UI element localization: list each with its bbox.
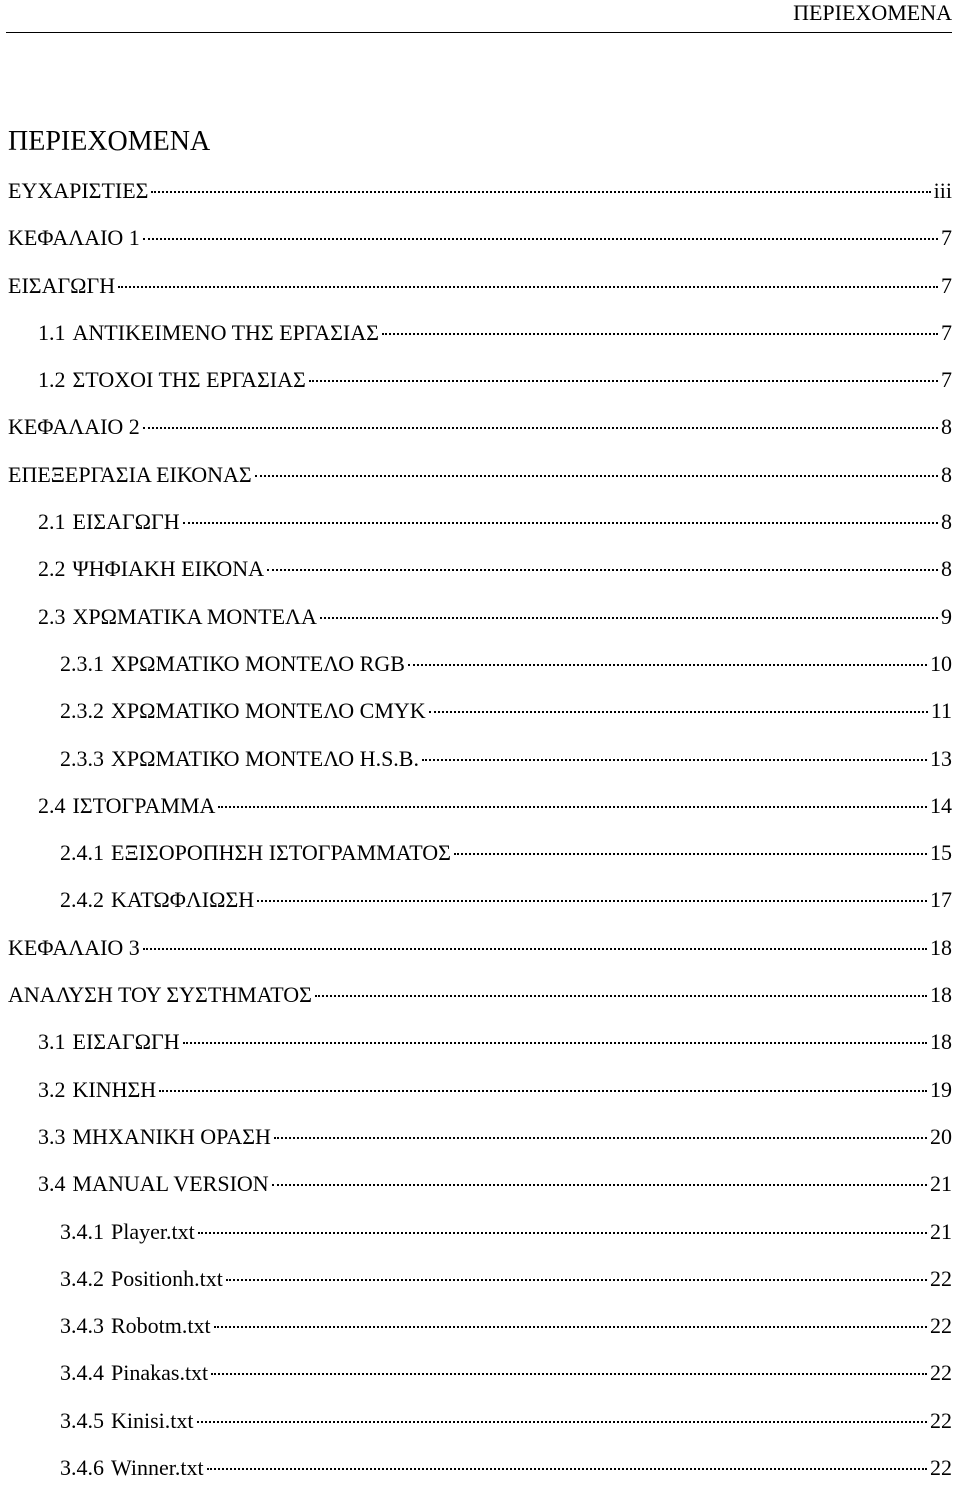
toc-entry[interactable]: [8, 1352, 952, 1399]
toc-entry-number: 3.4.3: [60, 1313, 104, 1339]
toc-entry-number: 2.2: [38, 556, 66, 582]
toc-entry[interactable]: [8, 265, 952, 312]
toc-entry[interactable]: [8, 832, 952, 879]
toc-entry-label: ΙΣΤΟΓΡΑΜΜΑ: [72, 792, 216, 818]
dot-leader: [143, 427, 938, 429]
dot-leader: [257, 900, 927, 902]
toc-entry[interactable]: [8, 1447, 952, 1494]
toc-entry-page-number: 22: [930, 1407, 952, 1433]
toc-entry-page-number: 22: [930, 1360, 952, 1386]
dot-leader: [408, 664, 927, 666]
toc-title: ΠΕΡΙΕΧΟΜΕΝΑ: [8, 126, 211, 157]
toc-entry-number: 3.4.6: [60, 1455, 104, 1481]
dot-leader: [272, 1184, 927, 1186]
toc-entry[interactable]: [8, 217, 952, 264]
toc-entry-number: 3.4.1: [60, 1218, 104, 1244]
toc-entry[interactable]: [8, 1116, 952, 1163]
toc-entry-number: 3.4.2: [60, 1265, 104, 1291]
toc-entry-page-number: 21: [930, 1171, 952, 1197]
dot-leader: [267, 569, 938, 571]
toc-entry[interactable]: [8, 643, 952, 690]
toc-entry[interactable]: [8, 1258, 952, 1305]
toc-entry-number: 1.1: [38, 319, 66, 345]
toc-entry-page-number: 8: [941, 461, 952, 487]
running-header: ΠΕΡΙΕΧΟΜΕΝΑ: [793, 0, 952, 25]
toc-entry-number: 2.4.1: [60, 840, 104, 866]
toc-entry-page-number: 21: [930, 1218, 952, 1244]
toc-entry-label: ΕΙΣΑΓΩΓΗ: [8, 272, 116, 298]
toc-entry-label: ΜΗΧΑΝΙΚΗ ΟΡΑΣΗ: [72, 1123, 271, 1149]
toc-entry[interactable]: [8, 785, 952, 832]
dot-leader: [218, 806, 927, 808]
toc-entry-number: 1.2: [38, 367, 66, 393]
table-of-contents: [8, 170, 952, 1494]
toc-entry-label: ΑΝΑΛΥΣΗ ΤΟΥ ΣΥΣΤΗΜΑΤΟΣ: [8, 982, 312, 1008]
toc-entry-page-number: 8: [941, 509, 952, 535]
dot-leader: [183, 1042, 927, 1044]
toc-entry-page-number: 18: [930, 1029, 952, 1055]
toc-entry-page-number: 10: [930, 650, 952, 676]
dot-leader: [309, 380, 938, 382]
toc-entry[interactable]: [8, 548, 952, 595]
toc-entry-page-number: 22: [930, 1455, 952, 1481]
toc-entry-page-number: 11: [930, 698, 952, 724]
toc-entry[interactable]: [8, 1021, 952, 1068]
toc-entry-label: ΚΕΦΑΛΑΙΟ 2: [8, 414, 140, 440]
dot-leader: [429, 711, 928, 713]
toc-entry-label: ΑΝΤΙΚΕΙΜΕΝΟ ΤΗΣ ΕΡΓΑΣΙΑΣ: [72, 319, 379, 345]
toc-entry-number: 3.4: [38, 1171, 66, 1197]
toc-entry-number: 2.1: [38, 509, 66, 535]
toc-entry-number: 2.3.2: [60, 698, 104, 724]
dot-leader: [255, 475, 938, 477]
toc-entry-label: Player.txt: [111, 1218, 195, 1244]
toc-entry-page-number: 7: [941, 367, 952, 393]
toc-entry-page-number: 7: [941, 225, 952, 251]
toc-entry-label: ΚΕΦΑΛΑΙΟ 3: [8, 934, 140, 960]
toc-entry[interactable]: [8, 1163, 952, 1210]
toc-entry-page-number: 8: [941, 414, 952, 440]
toc-entry-label: ΕΞΙΣΟΡΟΠΗΣΗ ΙΣΤΟΓΡΑΜΜΑΤΟΣ: [111, 840, 451, 866]
toc-entry-label: ΧΡΩΜΑΤΙΚΟ ΜΟΝΤΕΛΟ RGB: [111, 650, 405, 676]
dot-leader: [315, 995, 927, 997]
toc-entry-page-number: 7: [941, 319, 952, 345]
toc-entry-label: MANUAL VERSION: [72, 1171, 269, 1197]
dot-leader: [207, 1468, 927, 1470]
toc-entry-label: ΧΡΩΜΑΤΙΚΑ ΜΟΝΤΕΛΑ: [72, 603, 317, 629]
toc-entry-number: 2.4.2: [60, 887, 104, 913]
toc-entry-label: Pinakas.txt: [111, 1360, 209, 1386]
toc-entry[interactable]: [8, 312, 952, 359]
toc-entry-page-number: 9: [941, 603, 952, 629]
toc-entry-number: 3.3: [38, 1123, 66, 1149]
toc-entry-label: Robotm.txt: [111, 1313, 211, 1339]
dot-leader: [143, 238, 938, 240]
toc-entry-label: ΚΑΤΩΦΛΙΩΣΗ: [111, 887, 255, 913]
toc-entry-number: 2.4: [38, 792, 66, 818]
toc-entry[interactable]: [8, 879, 952, 926]
dot-leader: [320, 617, 938, 619]
toc-entry-page-number: 15: [930, 840, 952, 866]
toc-entry-page-number: 19: [930, 1076, 952, 1102]
dot-leader: [159, 1090, 927, 1092]
toc-entry[interactable]: [8, 927, 952, 974]
toc-entry-page-number: 22: [930, 1265, 952, 1291]
toc-entry[interactable]: [8, 1305, 952, 1352]
toc-entry-label: ΕΙΣΑΓΩΓΗ: [72, 1029, 180, 1055]
toc-entry-label: ΕΥΧΑΡΙΣΤΙΕΣ: [8, 178, 149, 203]
toc-entry[interactable]: [8, 1211, 952, 1258]
toc-entry-number: 2.3.3: [60, 745, 104, 771]
toc-entry[interactable]: [8, 738, 952, 785]
toc-entry-page-number: 17: [930, 887, 952, 913]
toc-entry-label: ΧΡΩΜΑΤΙΚΟ ΜΟΝΤΕΛΟ CMYK: [111, 698, 426, 724]
dot-leader: [226, 1279, 927, 1281]
header-divider: [6, 32, 952, 33]
dot-leader: [214, 1326, 927, 1328]
toc-entry-page-number: 18: [930, 934, 952, 960]
toc-entry-label: Positionh.txt: [111, 1265, 223, 1291]
toc-entry-page-number: 18: [930, 982, 952, 1008]
toc-entry-number: 3.4.5: [60, 1407, 104, 1433]
dot-leader: [198, 1232, 927, 1234]
toc-entry-label: ΚΙΝΗΣΗ: [72, 1076, 157, 1102]
toc-entry[interactable]: [8, 1069, 952, 1116]
toc-entry-number: 3.1: [38, 1029, 66, 1055]
dot-leader: [197, 1421, 927, 1423]
dot-leader: [382, 333, 938, 335]
dot-leader: [183, 522, 938, 524]
toc-entry[interactable]: [8, 170, 952, 217]
toc-entry-page-number: 7: [941, 272, 952, 298]
toc-entry[interactable]: [8, 359, 952, 406]
toc-entry-label: Winner.txt: [111, 1455, 204, 1481]
dot-leader: [151, 191, 930, 193]
toc-entry[interactable]: [8, 690, 952, 737]
toc-entry-page-number: 20: [930, 1123, 952, 1149]
toc-entry[interactable]: [8, 596, 952, 643]
toc-entry-number: 3.2: [38, 1076, 66, 1102]
toc-entry[interactable]: [8, 974, 952, 1021]
toc-entry-number: 2.3.1: [60, 650, 104, 676]
toc-entry-label: ΕΙΣΑΓΩΓΗ: [72, 509, 180, 535]
dot-leader: [118, 286, 938, 288]
toc-entry-page-number: 13: [930, 745, 952, 771]
dot-leader: [211, 1373, 927, 1375]
toc-entry-page-number: 14: [930, 792, 952, 818]
toc-entry-label: ΧΡΩΜΑΤΙΚΟ ΜΟΝΤΕΛΟ H.S.B.: [111, 745, 419, 771]
toc-entry-label: ΚΕΦΑΛΑΙΟ 1: [8, 225, 140, 251]
toc-entry-page-number: 8: [941, 556, 952, 582]
toc-entry[interactable]: [8, 1400, 952, 1447]
toc-entry[interactable]: [8, 454, 952, 501]
toc-entry-number: 2.3: [38, 603, 66, 629]
toc-entry-label: Kinisi.txt: [111, 1407, 194, 1433]
toc-entry-page-number: iii: [933, 178, 952, 203]
toc-entry[interactable]: [8, 501, 952, 548]
toc-entry-label: ΣΤΟΧΟΙ ΤΗΣ ΕΡΓΑΣΙΑΣ: [72, 367, 306, 393]
dot-leader: [454, 853, 927, 855]
toc-entry-number: 3.4.4: [60, 1360, 104, 1386]
toc-entry-label: ΨΗΦΙΑΚΗ ΕΙΚΟΝΑ: [72, 556, 264, 582]
toc-entry-label: ΕΠΕΞΕΡΓΑΣΙΑ ΕΙΚΟΝΑΣ: [8, 461, 252, 487]
dot-leader: [274, 1137, 927, 1139]
dot-leader: [143, 948, 927, 950]
toc-entry[interactable]: [8, 406, 952, 453]
dot-leader: [422, 759, 927, 761]
toc-entry-page-number: 22: [930, 1313, 952, 1339]
